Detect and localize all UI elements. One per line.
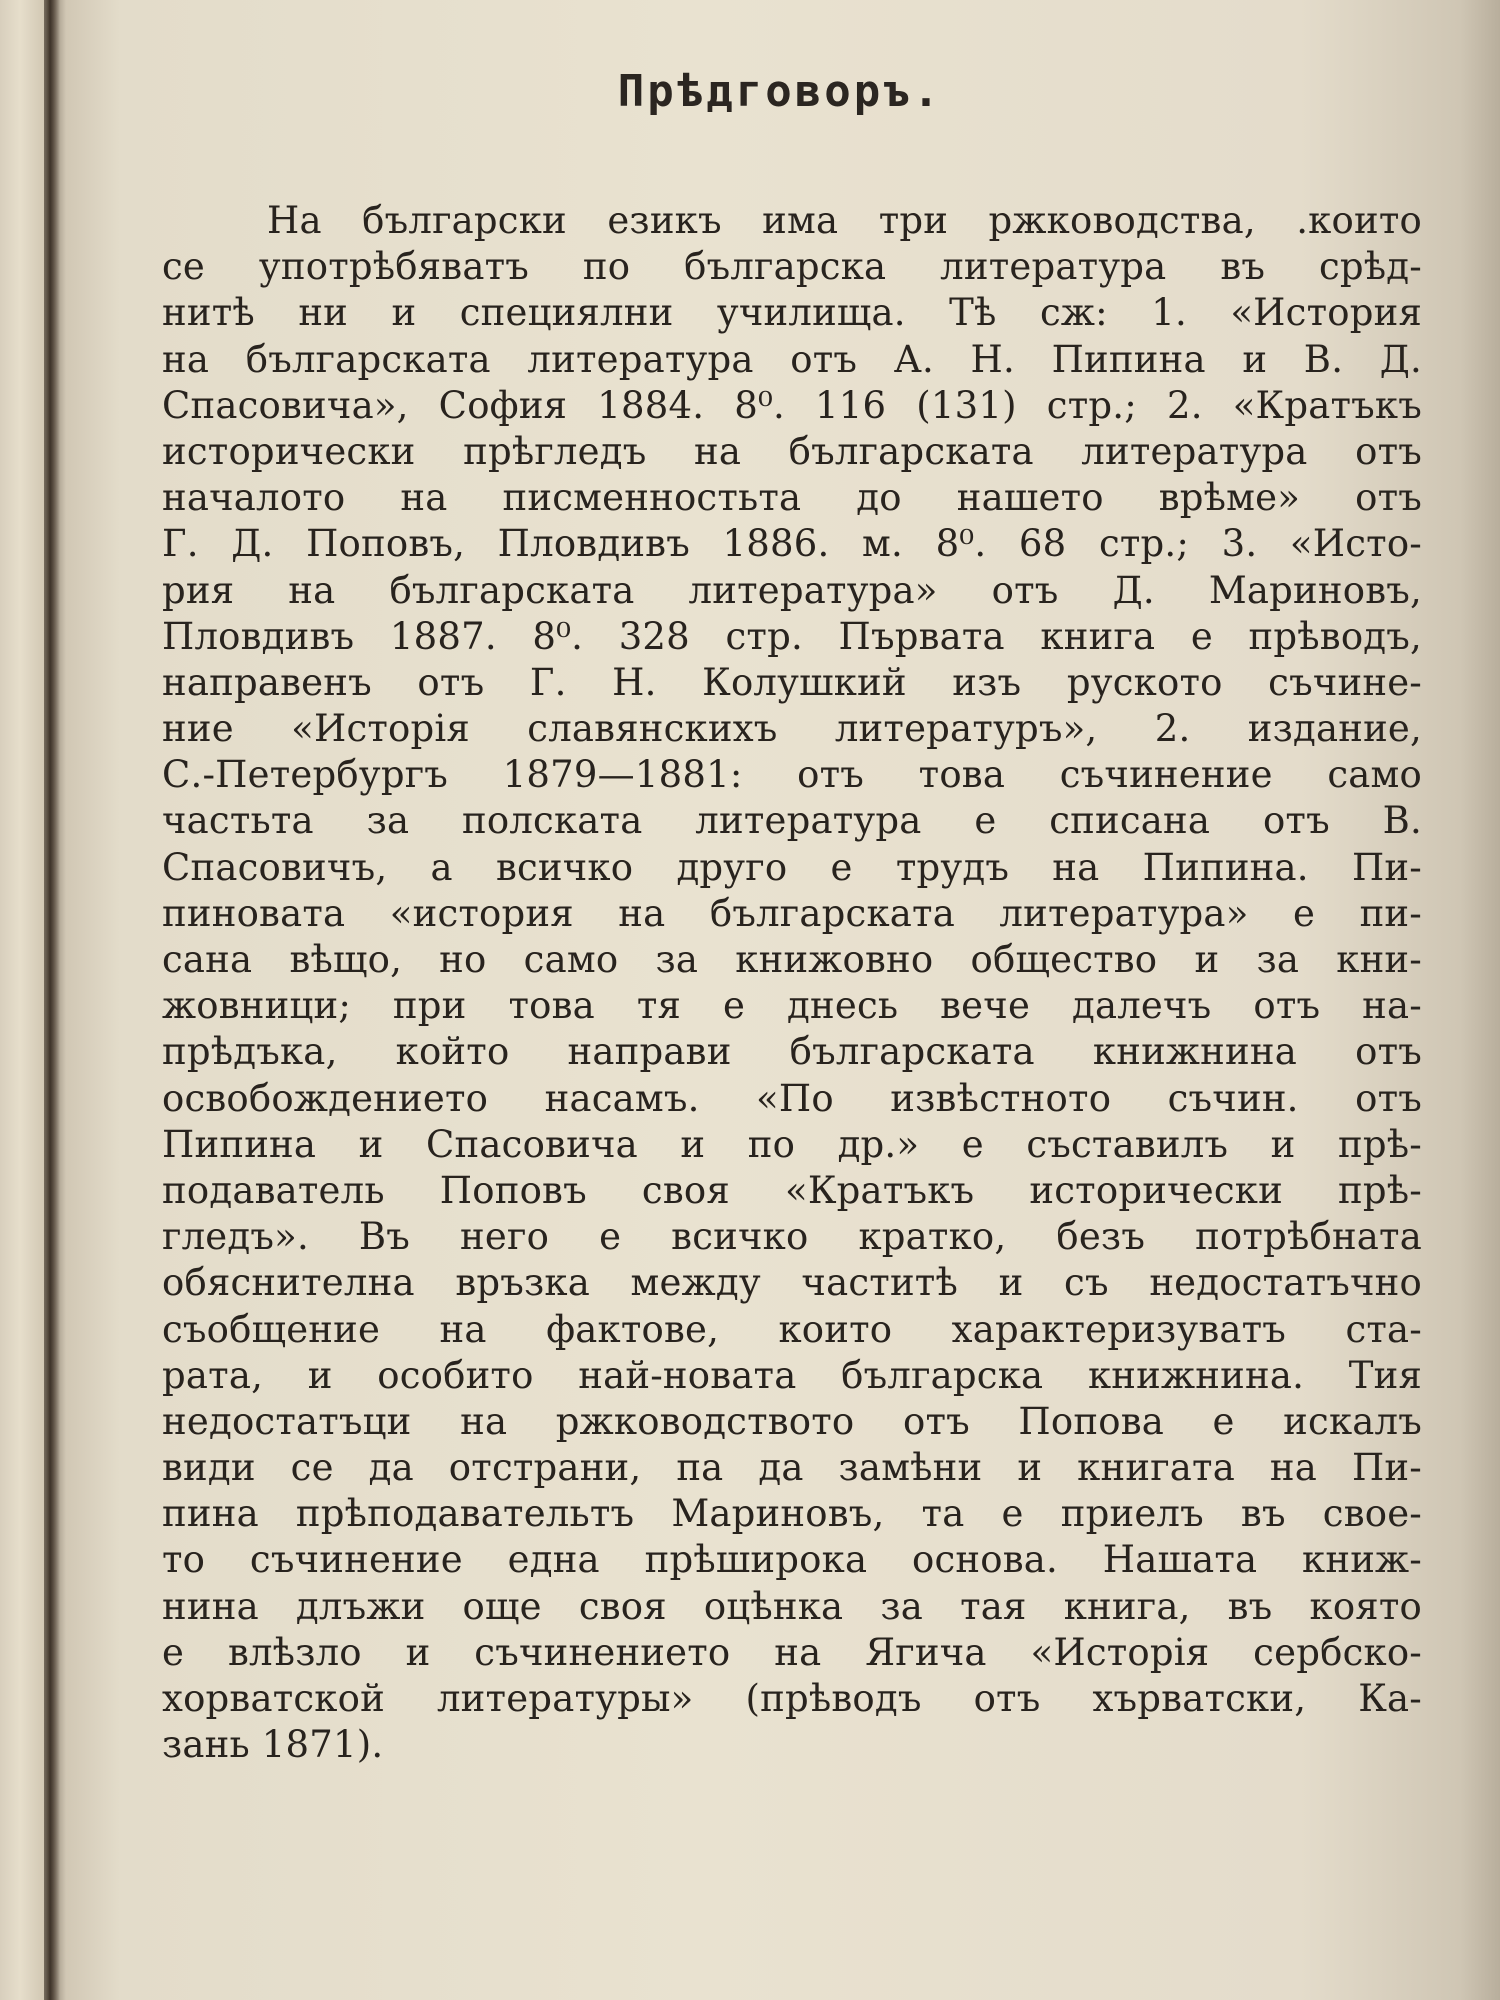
text-line: началото на писменностьта до нашето врѣме» отъ [162, 476, 1422, 520]
text-line: прѣдъка, който направи българската книжнина отъ [162, 1030, 1422, 1074]
text-line: жовници; при това тя е днесь вече далечъ отъ на- [162, 984, 1422, 1028]
text-line: Спасовичъ, а всичко друго е трудъ на Пипина. Пи- [162, 845, 1422, 889]
body-text [162, 198, 1422, 1768]
text-line: гледъ». Въ него е всичко кратко, безъ потрѣбната [162, 1215, 1422, 1259]
text-line: то съчинение една прѣширока основа. Нашата книж- [162, 1538, 1422, 1582]
text-line: частьта за полската литература е списана отъ В. [162, 799, 1422, 843]
text-line: нина длъжи още своя оцѣнка за тая книга, въ която [162, 1584, 1422, 1628]
text-line: сана вѣщо, но само за книжовно общество и за кни- [162, 938, 1422, 981]
text-line: На български езикъ има три ржководства, .които [267, 199, 1422, 242]
text-line: Пипина и Спасовича и по др.» е съставилъ и прѣ- [162, 1122, 1422, 1166]
text-line: Пловдивъ 1887. 8⁰. 328 стр. Първата книга е прѣводъ, [162, 614, 1422, 658]
text-line: съобщение на фактове, които характеризуватъ ста- [162, 1307, 1422, 1351]
text-line: направенъ отъ Г. Н. Колушкий изъ руското съчине- [162, 660, 1422, 704]
text-line: рия на българската литература» отъ Д. Мариновъ, [162, 568, 1422, 612]
text-line: обяснителна връзка между частитѣ и съ недостатъчно [162, 1261, 1422, 1305]
text-line: на българската литература отъ А. Н. Пипина и В. Д. [162, 337, 1422, 381]
text-line: освобождението насамъ. «По извѣстното съчин. отъ [162, 1076, 1422, 1120]
text-line: подаватель Поповъ своя «Кратъкъ исторически прѣ- [162, 1168, 1422, 1212]
text-line: зань 1871). [162, 1723, 384, 1767]
text-line: се употрѣбяватъ по българска литература въ срѣд- [162, 245, 1422, 289]
text-line: пина прѣподавательтъ Мариновъ, та е приелъ въ свое- [162, 1492, 1422, 1536]
text-line: хорватской литературы» (прѣводъ отъ хърватски, Ка- [162, 1677, 1422, 1720]
text-line: нитѣ ни и специялни училища. Тѣ сж: 1. «История [162, 291, 1422, 335]
text-line: види се да отстрани, па да замѣни и книгата на Пи- [162, 1446, 1422, 1490]
text-line: ние «Исторія славянскихъ литературъ», 2. издание, [162, 707, 1422, 751]
text-line: рата, и особито най-новата българска книжнина. Тия [162, 1353, 1422, 1397]
text-line: недостатъци на ржководството отъ Попова е искалъ [162, 1399, 1422, 1443]
text-line: С.-Петербургъ 1879—1881: отъ това съчинение само [162, 753, 1422, 797]
book-page [60, 0, 1500, 2000]
text-line: е влѣзло и съчинението на Ягича «Исторія сербско- [162, 1630, 1422, 1674]
text-line: Г. Д. Поповъ, Пловдивъ 1886. м. 8⁰. 68 стр.; 3. «Исто- [162, 522, 1422, 566]
text-line: исторически прѣгледъ на българската литература отъ [162, 429, 1422, 473]
text-line: Спасовича», София 1884. 8⁰. 116 (131) стр.; 2. «Кратъкъ [162, 383, 1422, 427]
text-line: пиновата «история на българската литература» е пи- [162, 891, 1422, 935]
page-title: Прѣдговоръ. [617, 66, 943, 117]
